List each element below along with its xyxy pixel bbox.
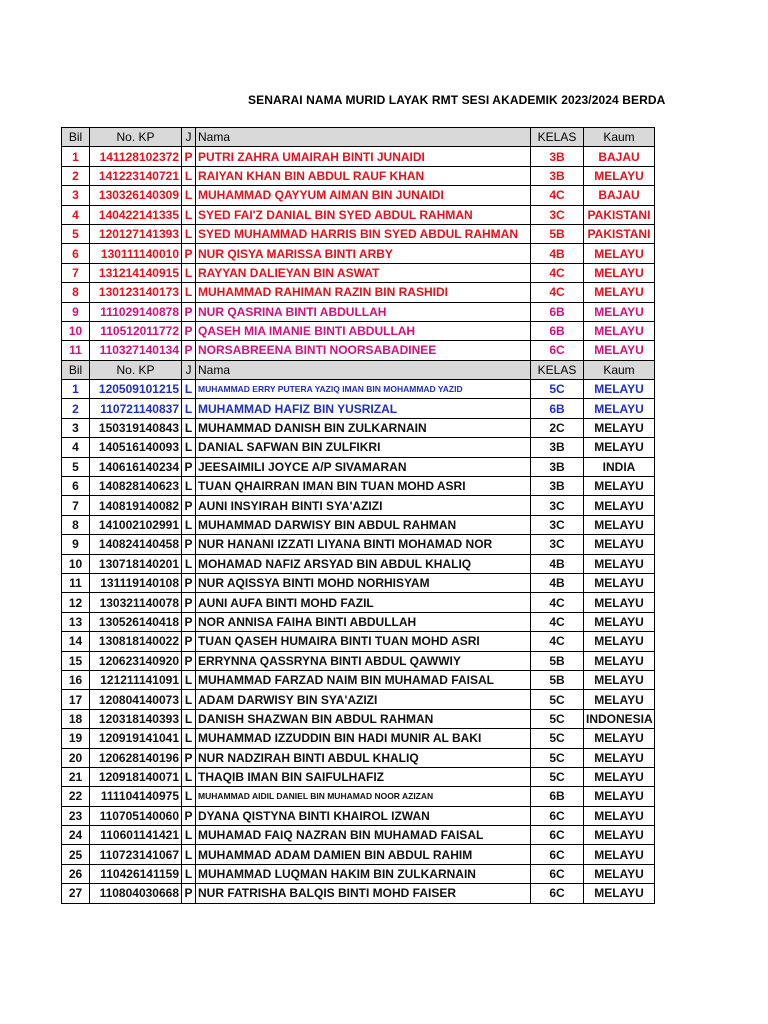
header-row-1 (62, 128, 655, 147)
cell-kaum[interactable]: BAJAU (584, 147, 655, 166)
cell-nama[interactable]: NUR QASRINA BINTI ABDULLAH (196, 302, 531, 321)
cell-kelas[interactable]: 6C (531, 806, 584, 825)
header-j[interactable]: J (182, 360, 196, 379)
cell-nama[interactable]: QASEH MIA IMANIE BINTI ABDULLAH (196, 321, 531, 340)
cell-kp[interactable]: 110512011772 (90, 321, 182, 340)
cell-kelas[interactable]: 5B (531, 224, 584, 243)
cell-j[interactable]: L (182, 690, 196, 709)
table-row (62, 573, 655, 592)
table-row (62, 535, 655, 554)
header-kp[interactable]: No. KP (90, 128, 182, 147)
cell-kp[interactable]: 120628140196 (90, 748, 182, 767)
cell-bil[interactable]: 15 (62, 651, 90, 670)
cell-kelas[interactable]: 3B (531, 457, 584, 476)
cell-j[interactable]: L (182, 845, 196, 864)
cell-kelas[interactable]: 6C (531, 845, 584, 864)
cell-kelas[interactable]: 3B (531, 438, 584, 457)
cell-bil[interactable]: 11 (62, 341, 90, 360)
cell-kelas[interactable]: 4C (531, 263, 584, 282)
cell-kaum[interactable]: MELAYU (584, 477, 655, 496)
cell-j[interactable]: P (182, 748, 196, 767)
cell-nama[interactable]: MUHAMMAD ADAM DAMIEN BIN ABDUL RAHIM (196, 845, 531, 864)
cell-kelas[interactable]: 5C (531, 690, 584, 709)
cell-nama[interactable]: MUHAMMAD QAYYUM AIMAN BIN JUNAIDI (196, 186, 531, 205)
cell-j[interactable]: P (182, 612, 196, 631)
cell-bil[interactable]: 8 (62, 283, 90, 302)
cell-j[interactable]: P (182, 573, 196, 592)
cell-nama[interactable]: NUR HANANI IZZATI LIYANA BINTI MOHAMAD NOR (196, 535, 531, 554)
page-title: SENARAI NAMA MURID LAYAK RMT SESI AKADEMIK 2023/2024 BERDA (248, 93, 666, 107)
cell-kaum[interactable]: MELAYU (584, 438, 655, 457)
cell-nama[interactable]: TUAN QASEH HUMAIRA BINTI TUAN MOHD ASRI (196, 632, 531, 651)
cell-kp[interactable]: 120509101215 (90, 380, 182, 399)
cell-kp[interactable]: 130321140078 (90, 593, 182, 612)
cell-bil[interactable]: 7 (62, 496, 90, 515)
cell-j[interactable]: L (182, 283, 196, 302)
header-j[interactable]: J (182, 128, 196, 147)
cell-kaum[interactable]: MELAYU (584, 690, 655, 709)
cell-nama[interactable]: DANISH SHAZWAN BIN ABDUL RAHMAN (196, 709, 531, 728)
cell-kaum[interactable]: INDONESIA (584, 709, 655, 728)
cell-bil[interactable]: 13 (62, 612, 90, 631)
cell-kelas[interactable]: 4C (531, 593, 584, 612)
cell-kelas[interactable]: 4B (531, 244, 584, 263)
table-row (62, 787, 655, 806)
cell-j[interactable]: L (182, 767, 196, 786)
cell-kaum[interactable]: MELAYU (584, 515, 655, 534)
cell-j[interactable]: P (182, 341, 196, 360)
cell-kelas[interactable]: 5B (531, 670, 584, 689)
cell-kaum[interactable]: MELAYU (584, 845, 655, 864)
cell-nama[interactable]: TUAN QHAIRRAN IMAN BIN TUAN MOHD ASRI (196, 477, 531, 496)
cell-bil[interactable]: 3 (62, 186, 90, 205)
cell-j[interactable]: P (182, 593, 196, 612)
cell-nama[interactable]: MUHAMAD FAIQ NAZRAN BIN MUHAMAD FAISAL (196, 826, 531, 845)
table-row (62, 321, 655, 340)
cell-bil[interactable]: 1 (62, 147, 90, 166)
table-row (62, 748, 655, 767)
table-row (62, 884, 655, 903)
cell-kelas[interactable]: 5C (531, 709, 584, 728)
cell-kp[interactable]: 130818140022 (90, 632, 182, 651)
cell-kp[interactable]: 130123140173 (90, 283, 182, 302)
cell-kp[interactable]: 130111140010 (90, 244, 182, 263)
cell-nama[interactable]: RAYYAN DALIEYAN BIN ASWAT (196, 263, 531, 282)
cell-kaum[interactable]: MELAYU (584, 632, 655, 651)
cell-kaum[interactable]: MELAYU (584, 826, 655, 845)
cell-nama[interactable]: AUNI INSYIRAH BINTI SYA'AZIZI (196, 496, 531, 515)
cell-kp[interactable]: 140828140623 (90, 477, 182, 496)
cell-bil[interactable]: 4 (62, 205, 90, 224)
table-row (62, 845, 655, 864)
cell-kp[interactable]: 141002102991 (90, 515, 182, 534)
table-row (62, 186, 655, 205)
cell-j[interactable]: L (182, 670, 196, 689)
cell-bil[interactable]: 25 (62, 845, 90, 864)
cell-kaum[interactable]: MELAYU (584, 283, 655, 302)
cell-kaum[interactable]: MELAYU (584, 380, 655, 399)
cell-bil[interactable]: 23 (62, 806, 90, 825)
cell-bil[interactable]: 22 (62, 787, 90, 806)
table-row (62, 302, 655, 321)
cell-bil[interactable]: 3 (62, 418, 90, 437)
cell-nama[interactable]: MUHAMMAD DANISH BIN ZULKARNAIN (196, 418, 531, 437)
cell-j[interactable]: L (182, 224, 196, 243)
cell-kelas[interactable]: 6B (531, 787, 584, 806)
cell-kelas[interactable]: 6B (531, 321, 584, 340)
cell-kaum[interactable]: MELAYU (584, 535, 655, 554)
cell-kp[interactable]: 130526140418 (90, 612, 182, 631)
cell-j[interactable]: L (182, 263, 196, 282)
cell-nama[interactable]: MOHAMAD NAFIZ ARSYAD BIN ABDUL KHALIQ (196, 554, 531, 573)
cell-kelas[interactable]: 5C (531, 767, 584, 786)
cell-kaum[interactable]: MELAYU (584, 651, 655, 670)
table-row (62, 438, 655, 457)
cell-nama[interactable]: NOR ANNISA FAIHA BINTI ABDULLAH (196, 612, 531, 631)
cell-kp[interactable]: 120804140073 (90, 690, 182, 709)
cell-nama[interactable]: NUR FATRISHA BALQIS BINTI MOHD FAISER (196, 884, 531, 903)
table-row (62, 341, 655, 360)
cell-kaum[interactable]: MELAYU (584, 496, 655, 515)
cell-nama[interactable]: ADAM DARWISY BIN SYA'AZIZI (196, 690, 531, 709)
header-nama[interactable]: Nama (196, 360, 531, 379)
cell-kaum[interactable]: MELAYU (584, 748, 655, 767)
cell-kelas[interactable]: 6C (531, 341, 584, 360)
cell-kp[interactable]: 140819140082 (90, 496, 182, 515)
cell-kaum[interactable]: MELAYU (584, 302, 655, 321)
table-row (62, 612, 655, 631)
cell-kaum[interactable]: MELAYU (584, 244, 655, 263)
cell-nama[interactable]: MUHAMMAD AIDIL DANIEL BIN MUHAMAD NOOR AZIZAN (196, 787, 531, 806)
cell-kaum[interactable]: MELAYU (584, 321, 655, 340)
cell-nama[interactable]: DYANA QISTYNA BINTI KHAIROL IZWAN (196, 806, 531, 825)
cell-kelas[interactable]: 4B (531, 573, 584, 592)
cell-kelas[interactable]: 4C (531, 632, 584, 651)
cell-kelas[interactable]: 6C (531, 826, 584, 845)
cell-j[interactable]: L (182, 864, 196, 883)
cell-bil[interactable]: 9 (62, 302, 90, 321)
cell-kelas[interactable]: 6B (531, 399, 584, 418)
cell-nama[interactable]: MUHAMMAD HAFIZ BIN YUSRIZAL (196, 399, 531, 418)
cell-nama[interactable]: JEESAIMILI JOYCE A/P SIVAMARAN (196, 457, 531, 476)
cell-bil[interactable]: 24 (62, 826, 90, 845)
cell-kaum[interactable]: MELAYU (584, 166, 655, 185)
cell-kaum[interactable]: MELAYU (584, 670, 655, 689)
cell-bil[interactable]: 20 (62, 748, 90, 767)
table-row (62, 806, 655, 825)
cell-nama[interactable]: THAQIB IMAN BIN SAIFULHAFIZ (196, 767, 531, 786)
cell-nama[interactable]: NORSABREENA BINTI NOORSABADINEE (196, 341, 531, 360)
cell-kp[interactable]: 110721140837 (90, 399, 182, 418)
cell-kp[interactable]: 140616140234 (90, 457, 182, 476)
cell-kelas[interactable]: 3C (531, 496, 584, 515)
cell-bil[interactable]: 19 (62, 729, 90, 748)
cell-j[interactable]: P (182, 321, 196, 340)
cell-bil[interactable]: 27 (62, 884, 90, 903)
table-row (62, 767, 655, 786)
cell-nama[interactable]: RAIYAN KHAN BIN ABDUL RAUF KHAN (196, 166, 531, 185)
cell-kelas[interactable]: 3C (531, 515, 584, 534)
header-row-2 (62, 360, 655, 379)
table-row (62, 826, 655, 845)
cell-kaum[interactable]: MELAYU (584, 864, 655, 883)
cell-kaum[interactable]: MELAYU (584, 729, 655, 748)
cell-bil[interactable]: 21 (62, 767, 90, 786)
table-row (62, 380, 655, 399)
cell-bil[interactable]: 6 (62, 477, 90, 496)
student-table (61, 127, 655, 904)
cell-bil[interactable]: 2 (62, 166, 90, 185)
cell-nama[interactable]: PUTRI ZAHRA UMAIRAH BINTI JUNAIDI (196, 147, 531, 166)
table-row (62, 224, 655, 243)
cell-nama[interactable]: MUHAMMAD FARZAD NAIM BIN MUHAMAD FAISAL (196, 670, 531, 689)
cell-kaum[interactable]: MELAYU (584, 263, 655, 282)
cell-j[interactable]: L (182, 186, 196, 205)
cell-nama[interactable]: AUNI AUFA BINTI MOHD FAZIL (196, 593, 531, 612)
cell-j[interactable]: L (182, 399, 196, 418)
table-row (62, 399, 655, 418)
table-row (62, 709, 655, 728)
cell-bil[interactable]: 8 (62, 515, 90, 534)
cell-nama[interactable]: NUR NADZIRAH BINTI ABDUL KHALIQ (196, 748, 531, 767)
header-kelas[interactable]: KELAS (531, 128, 584, 147)
table-row (62, 670, 655, 689)
table-row (62, 496, 655, 515)
cell-j[interactable]: L (182, 787, 196, 806)
cell-bil[interactable]: 10 (62, 321, 90, 340)
table-row (62, 515, 655, 534)
cell-kelas[interactable]: 3C (531, 205, 584, 224)
header-nama[interactable]: Nama (196, 128, 531, 147)
cell-j[interactable]: L (182, 438, 196, 457)
cell-j[interactable]: P (182, 535, 196, 554)
cell-kelas[interactable]: 6C (531, 864, 584, 883)
header-bil[interactable]: Bil (62, 360, 90, 379)
cell-kp[interactable]: 110723141067 (90, 845, 182, 864)
cell-nama[interactable]: NUR AQISSYA BINTI MOHD NORHISYAM (196, 573, 531, 592)
header-kelas[interactable]: KELAS (531, 360, 584, 379)
cell-kelas[interactable]: 5C (531, 380, 584, 399)
cell-j[interactable]: P (182, 302, 196, 321)
cell-kaum[interactable]: MELAYU (584, 573, 655, 592)
cell-bil[interactable]: 11 (62, 573, 90, 592)
cell-bil[interactable]: 26 (62, 864, 90, 883)
cell-bil[interactable]: 6 (62, 244, 90, 263)
cell-kelas[interactable]: 3C (531, 535, 584, 554)
cell-j[interactable]: L (182, 729, 196, 748)
cell-kaum[interactable]: MELAYU (584, 787, 655, 806)
cell-nama[interactable]: DANIAL SAFWAN BIN ZULFIKRI (196, 438, 531, 457)
table-row (62, 651, 655, 670)
cell-nama[interactable]: MUHAMMAD ERRY PUTERA YAZIQ IMAN BIN MOHAMMAD YAZID (196, 380, 531, 399)
cell-kp[interactable]: 121211141091 (90, 670, 182, 689)
cell-kaum[interactable]: BAJAU (584, 186, 655, 205)
cell-bil[interactable]: 9 (62, 535, 90, 554)
cell-nama[interactable]: NUR QISYA MARISSA BINTI ARBY (196, 244, 531, 263)
cell-kelas[interactable]: 5B (531, 651, 584, 670)
header-kaum[interactable]: Kaum (584, 128, 655, 147)
table-row (62, 477, 655, 496)
cell-kelas[interactable]: 5C (531, 748, 584, 767)
cell-kp[interactable]: 130326140309 (90, 186, 182, 205)
cell-j[interactable]: L (182, 380, 196, 399)
cell-nama[interactable]: MUHAMMAD RAHIMAN RAZIN BIN RASHIDI (196, 283, 531, 302)
cell-nama[interactable]: ERRYNNA QASSRYNA BINTI ABDUL QAWWIY (196, 651, 531, 670)
cell-kaum[interactable]: MELAYU (584, 341, 655, 360)
table-row (62, 283, 655, 302)
cell-bil[interactable]: 5 (62, 224, 90, 243)
cell-j[interactable]: L (182, 205, 196, 224)
header-kp[interactable]: No. KP (90, 360, 182, 379)
cell-j[interactable]: P (182, 884, 196, 903)
cell-j[interactable]: P (182, 651, 196, 670)
cell-kp[interactable]: 140824140458 (90, 535, 182, 554)
cell-nama[interactable]: MUHAMMAD IZZUDDIN BIN HADI MUNIR AL BAKI (196, 729, 531, 748)
cell-bil[interactable]: 17 (62, 690, 90, 709)
table-row (62, 729, 655, 748)
cell-kaum[interactable]: MELAYU (584, 554, 655, 573)
cell-bil[interactable]: 14 (62, 632, 90, 651)
cell-j[interactable]: L (182, 554, 196, 573)
cell-kaum[interactable]: MELAYU (584, 884, 655, 903)
cell-j[interactable]: L (182, 166, 196, 185)
table-row (62, 593, 655, 612)
cell-kelas[interactable]: 3B (531, 147, 584, 166)
cell-kelas[interactable]: 4C (531, 612, 584, 631)
cell-kp[interactable]: 111029140878 (90, 302, 182, 321)
cell-bil[interactable]: 1 (62, 380, 90, 399)
table-row (62, 554, 655, 573)
cell-kaum[interactable]: INDIA (584, 457, 655, 476)
cell-j[interactable]: P (182, 457, 196, 476)
cell-kp[interactable]: 130718140201 (90, 554, 182, 573)
cell-j[interactable]: P (182, 496, 196, 515)
cell-kaum[interactable]: MELAYU (584, 593, 655, 612)
cell-kp[interactable]: 141223140721 (90, 166, 182, 185)
table-row (62, 166, 655, 185)
cell-j[interactable]: P (182, 806, 196, 825)
cell-kp[interactable]: 120623140920 (90, 651, 182, 670)
cell-kaum[interactable]: MELAYU (584, 418, 655, 437)
cell-bil[interactable]: 10 (62, 554, 90, 573)
table-row (62, 864, 655, 883)
cell-kelas[interactable]: 3B (531, 166, 584, 185)
table-row (62, 263, 655, 282)
cell-kaum[interactable]: MELAYU (584, 767, 655, 786)
cell-nama[interactable]: SYED MUHAMMAD HARRIS BIN SYED ABDUL RAHMAN (196, 224, 531, 243)
cell-j[interactable]: P (182, 147, 196, 166)
cell-bil[interactable]: 16 (62, 670, 90, 689)
cell-kp[interactable]: 110705140060 (90, 806, 182, 825)
cell-kp[interactable]: 120919141041 (90, 729, 182, 748)
cell-j[interactable]: P (182, 632, 196, 651)
cell-kp[interactable]: 131119140108 (90, 573, 182, 592)
cell-kp[interactable]: 131214140915 (90, 263, 182, 282)
cell-kelas[interactable]: 2C (531, 418, 584, 437)
table-body (62, 128, 655, 904)
cell-bil[interactable]: 5 (62, 457, 90, 476)
cell-kaum[interactable]: PAKISTANI (584, 205, 655, 224)
cell-kp[interactable]: 110327140134 (90, 341, 182, 360)
cell-j[interactable]: L (182, 709, 196, 728)
table-row (62, 244, 655, 263)
cell-kelas[interactable]: 6B (531, 302, 584, 321)
cell-kaum[interactable]: PAKISTANI (584, 224, 655, 243)
cell-kp[interactable]: 110426141159 (90, 864, 182, 883)
cell-kp[interactable]: 110601141421 (90, 826, 182, 845)
cell-j[interactable]: L (182, 477, 196, 496)
cell-kp[interactable]: 110804030668 (90, 884, 182, 903)
cell-kelas[interactable]: 4C (531, 283, 584, 302)
cell-kp[interactable]: 120918140071 (90, 767, 182, 786)
cell-j[interactable]: L (182, 826, 196, 845)
cell-kp[interactable]: 150319140843 (90, 418, 182, 437)
cell-kelas[interactable]: 5C (531, 729, 584, 748)
cell-kaum[interactable]: MELAYU (584, 806, 655, 825)
cell-nama[interactable]: MUHAMMAD DARWISY BIN ABDUL RAHMAN (196, 515, 531, 534)
cell-nama[interactable]: SYED FAI'Z DANIAL BIN SYED ABDUL RAHMAN (196, 205, 531, 224)
cell-kp[interactable]: 120127141393 (90, 224, 182, 243)
cell-kp[interactable]: 111104140975 (90, 787, 182, 806)
cell-kelas[interactable]: 6C (531, 884, 584, 903)
cell-kaum[interactable]: MELAYU (584, 612, 655, 631)
cell-bil[interactable]: 4 (62, 438, 90, 457)
cell-kelas[interactable]: 4B (531, 554, 584, 573)
cell-j[interactable]: P (182, 244, 196, 263)
cell-kp[interactable]: 140516140093 (90, 438, 182, 457)
cell-bil[interactable]: 18 (62, 709, 90, 728)
table-row (62, 632, 655, 651)
cell-kp[interactable]: 140422141335 (90, 205, 182, 224)
cell-kaum[interactable]: MELAYU (584, 399, 655, 418)
table-row (62, 457, 655, 476)
table-row (62, 418, 655, 437)
cell-nama[interactable]: MUHAMMAD LUQMAN HAKIM BIN ZULKARNAIN (196, 864, 531, 883)
cell-j[interactable]: L (182, 418, 196, 437)
cell-j[interactable]: L (182, 515, 196, 534)
cell-bil[interactable]: 12 (62, 593, 90, 612)
cell-kelas[interactable]: 4C (531, 186, 584, 205)
header-kaum[interactable]: Kaum (584, 360, 655, 379)
table-row (62, 205, 655, 224)
cell-bil[interactable]: 2 (62, 399, 90, 418)
table-row (62, 147, 655, 166)
cell-bil[interactable]: 7 (62, 263, 90, 282)
cell-kelas[interactable]: 3B (531, 477, 584, 496)
cell-kp[interactable]: 141128102372 (90, 147, 182, 166)
cell-kp[interactable]: 120318140393 (90, 709, 182, 728)
header-bil[interactable]: Bil (62, 128, 90, 147)
table-row (62, 690, 655, 709)
